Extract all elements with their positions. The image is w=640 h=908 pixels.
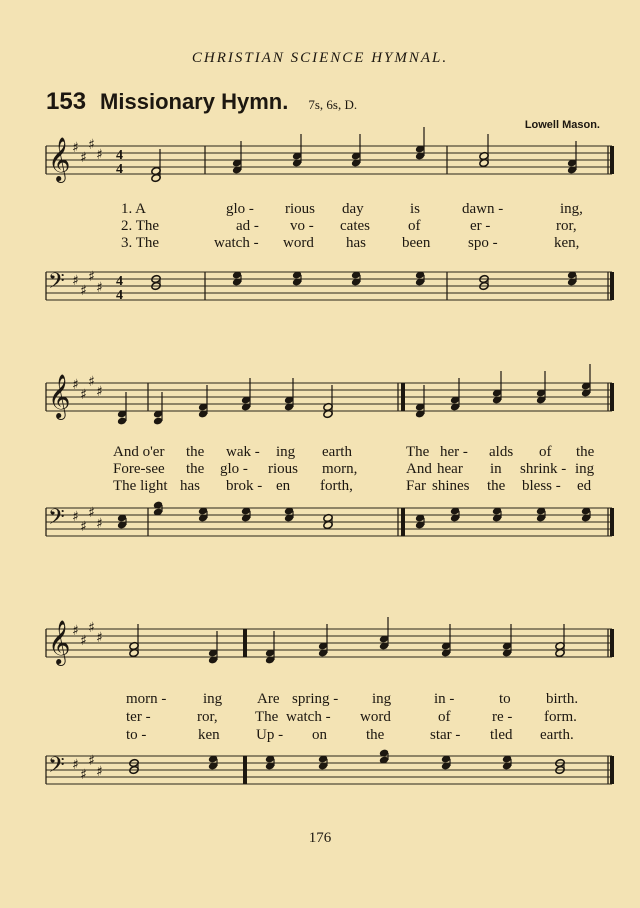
sharp-icon: ♯ — [80, 150, 87, 166]
time-signature-top: 4 — [116, 148, 123, 163]
lyric-2-1-6: The — [406, 444, 430, 460]
lyric-2-3-10: ed — [577, 478, 592, 494]
sharp-icon: ♯ — [88, 753, 95, 769]
lyric-1-2-2: ad - — [236, 218, 259, 234]
lyric-2-1-7: her - — [440, 444, 468, 460]
lyric-3-1-4: spring - — [292, 691, 339, 707]
treble-clef-icon: 𝄞 — [48, 137, 71, 181]
lyric-3-1-8: birth. — [546, 691, 579, 707]
lyric-2-1-1: And o'er — [113, 444, 165, 460]
lyric-1-2-4: cates — [340, 218, 370, 234]
treble-clef-icon: 𝄞 — [48, 620, 71, 664]
sharp-icon: ♯ — [96, 516, 103, 532]
sharp-icon: ♯ — [80, 283, 87, 299]
sharp-icon: ♯ — [72, 623, 79, 639]
lyric-1-2-5: of — [408, 218, 421, 234]
lyric-2-1-10: the — [576, 444, 595, 460]
lyric-1-1-4: day — [342, 201, 364, 217]
sharp-icon: ♯ — [72, 377, 79, 393]
lyric-3-1-3: Are — [257, 691, 280, 707]
bass-clef-icon: 𝄢 — [48, 269, 65, 299]
sharp-icon: ♯ — [80, 387, 87, 403]
lyric-3-2-6: of — [438, 709, 451, 725]
lyric-2-2-2: the — [186, 461, 205, 477]
lyric-2-1-8: alds — [489, 444, 514, 460]
lyric-1-3-6: spo - — [468, 235, 498, 251]
sharp-icon: ♯ — [72, 140, 79, 156]
lyric-3-1-5: ing — [372, 691, 392, 707]
time-signature-bottom: 4 — [116, 162, 123, 177]
lyric-3-3-5: the — [366, 727, 385, 743]
lyric-2-3-5: forth, — [320, 478, 353, 494]
lyric-2-3-4: en — [276, 478, 291, 494]
lyric-2-2-9: shrink - — [520, 461, 567, 477]
lyric-3-3-3: Up - — [256, 727, 284, 743]
sharp-icon: ♯ — [96, 280, 103, 296]
lyric-1-3-4: has — [346, 235, 366, 251]
lyric-1-1-6: dawn - — [462, 201, 504, 217]
lyric-3-1-6: in - — [434, 691, 455, 707]
lyric-2-3-1: The light — [113, 478, 168, 494]
lyric-2-1-2: the — [186, 444, 205, 460]
lyric-1-1-5: is — [410, 201, 421, 217]
sharp-icon: ♯ — [80, 519, 87, 535]
lyric-2-1-5: earth — [322, 444, 352, 460]
lyric-3-3-1: to - — [126, 727, 147, 743]
lyric-2-3-6: Far — [406, 478, 426, 494]
lyric-3-1-7: to — [499, 691, 511, 707]
lyric-3-2-2: ror, — [197, 709, 218, 725]
sharp-icon: ♯ — [96, 384, 103, 400]
lyric-1-2-1: 2. The — [121, 218, 160, 234]
lyric-2-3-3: brok - — [226, 478, 263, 494]
running-head: CHRISTIAN SCIENCE HYMNAL. — [191, 50, 449, 66]
sharp-icon: ♯ — [80, 767, 87, 783]
lyric-2-1-3: wak - — [226, 444, 260, 460]
sharp-icon: ♯ — [96, 630, 103, 646]
lyric-2-1-9: of — [539, 444, 552, 460]
sharp-icon: ♯ — [88, 374, 95, 390]
time-signature-top: 4 — [116, 274, 123, 289]
lyric-3-3-2: ken — [198, 727, 220, 743]
lyric-3-2-4: watch - — [286, 709, 331, 725]
sharp-icon: ♯ — [72, 273, 79, 289]
lyric-3-1-1: morn - — [126, 691, 167, 707]
lyric-2-3-2: has — [180, 478, 200, 494]
lyric-3-3-6: star - — [430, 727, 461, 743]
lyric-1-1-3: rious — [285, 201, 315, 217]
bass-clef-icon: 𝄢 — [48, 753, 65, 783]
lyric-2-2-3: glo - — [220, 461, 248, 477]
lyric-3-3-4: on — [312, 727, 327, 743]
lyric-3-2-7: re - — [492, 709, 513, 725]
lyric-1-1-7: ing, — [560, 201, 583, 217]
hymn-meter: 7s, 6s, D. — [308, 97, 358, 112]
lyric-2-2-1: Fore-see — [113, 461, 165, 477]
hymn-number: 153 — [46, 88, 87, 115]
composer-credit: Lowell Mason. — [524, 119, 600, 131]
sharp-icon: ♯ — [72, 757, 79, 773]
treble-clef-icon: 𝄞 — [48, 374, 71, 418]
lyric-2-2-10: ing — [575, 461, 595, 477]
lyric-3-3-8: earth. — [540, 727, 574, 743]
lyric-2-3-7: shines — [432, 478, 470, 494]
lyric-1-3-7: ken, — [554, 235, 580, 251]
lyric-2-3-8: the — [487, 478, 506, 494]
time-signature-bottom: 4 — [116, 288, 123, 303]
sharp-icon: ♯ — [72, 509, 79, 525]
page-number: 176 — [308, 830, 332, 846]
lyric-3-2-1: ter - — [126, 709, 151, 725]
lyric-2-2-7: hear — [437, 461, 463, 477]
lyric-2-1-4: ing — [276, 444, 296, 460]
lyric-1-1-2: glo - — [226, 201, 254, 217]
lyric-3-2-8: form. — [544, 709, 577, 725]
lyric-2-2-8: in — [490, 461, 502, 477]
lyric-1-2-3: vo - — [290, 218, 314, 234]
lyric-1-3-5: been — [402, 235, 431, 251]
sharp-icon: ♯ — [88, 269, 95, 285]
lyric-1-2-6: er - — [470, 218, 491, 234]
sharp-icon: ♯ — [96, 764, 103, 780]
lyric-2-2-5: morn, — [322, 461, 358, 477]
lyric-1-1-1: 1. A — [121, 201, 147, 217]
lyric-2-3-9: bless - — [522, 478, 561, 494]
lyric-1-3-1: 3. The — [121, 235, 160, 251]
lyric-3-1-2: ing — [203, 691, 223, 707]
lyric-2-2-6: And — [406, 461, 432, 477]
lyric-1-2-7: ror, — [556, 218, 577, 234]
hymn-title: Missionary Hymn. — [100, 89, 289, 114]
lyric-3-3-7: tled — [490, 727, 513, 743]
sharp-icon: ♯ — [88, 137, 95, 153]
sharp-icon: ♯ — [88, 505, 95, 521]
lyric-3-2-5: word — [360, 709, 391, 725]
lyric-1-3-3: word — [283, 235, 314, 251]
sharp-icon: ♯ — [96, 147, 103, 163]
bass-clef-icon: 𝄢 — [48, 505, 65, 535]
lyric-1-3-2: watch - — [214, 235, 259, 251]
lyric-2-2-4: rious — [268, 461, 298, 477]
lyric-3-2-3: The — [255, 709, 279, 725]
sharp-icon: ♯ — [80, 633, 87, 649]
sharp-icon: ♯ — [88, 620, 95, 636]
